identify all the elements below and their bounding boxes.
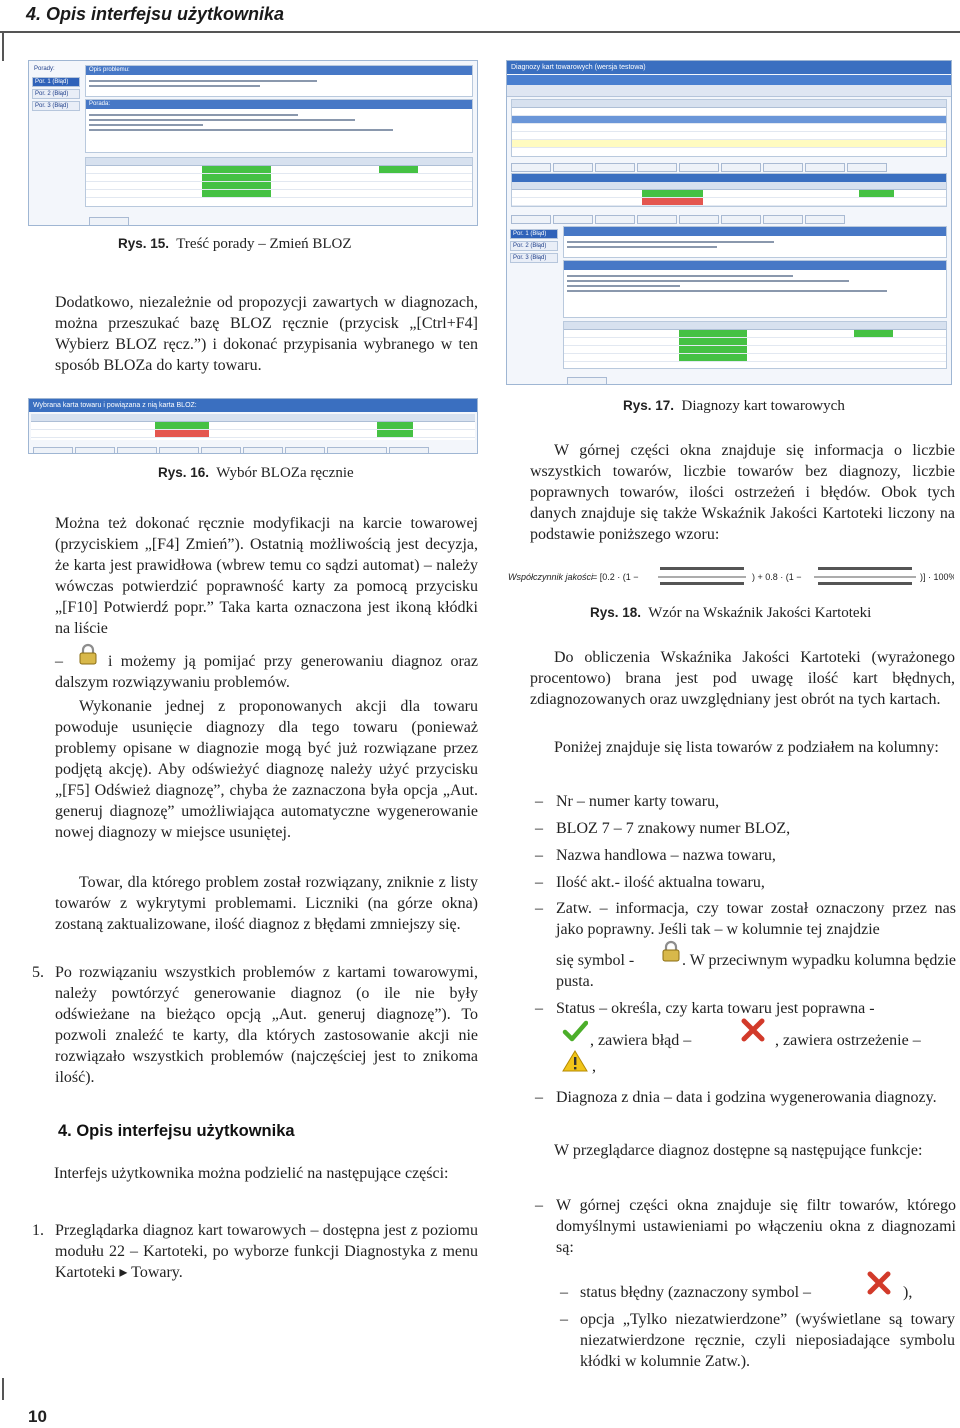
list-number: 5. <box>32 964 44 981</box>
bloz-buttons[interactable] <box>567 373 609 382</box>
advice-item[interactable]: Por. 3 (Błąd) <box>510 253 558 263</box>
advice-item[interactable]: Por. 2 (Błąd) <box>32 89 80 99</box>
list-item-continued: . W przeciwnym wypadku kolumna będzie pusta. <box>556 952 956 990</box>
caption-text: Diagnozy kart towarowych <box>681 398 845 414</box>
bloz-buttons[interactable] <box>89 213 131 222</box>
svg-text:) + 0.8 · (1 −: ) + 0.8 · (1 − <box>752 572 802 582</box>
paragraph: Dodatkowo, niezależnie od propozycji zawartych w diagnozach, można przeszukać bazę BLOZ ręcznie (przycisk „[Ctrl+F4] Wybierz BLOZ ręcz.”) i dokonać przypisania wybranego w ten sposób BLOZa do karty towaru. <box>55 294 478 374</box>
svg-text:)] · 100%: )] · 100% <box>920 572 954 582</box>
sub-list-item-end: ), <box>903 1284 913 1301</box>
paragraph: Przeglądarka diagnoz kart towarowych – dostępna jest z poziomu modułu 22 – Kartoteki, po wyborze funkcji Diagnostyka z menu Kartoteki ▸ Towary. <box>55 1222 478 1281</box>
problem-panel-title: Opis problemu: <box>86 66 472 75</box>
paragraph: W górnej części okna znajduje się informacja o liczbie wszystkich towarów, liczbie towarów bez diagnozy, liczbie poprawnych towarów, ilości ostrzeżeń i błędów. Obok tych danych znajduje się także Wskaźnik Jakości Kartoteki liczony na podstawie poniższego wzoru: <box>530 442 955 543</box>
bullet-dash: – <box>535 793 543 810</box>
bullet-dash: – <box>535 820 543 837</box>
caption-number: Rys. 18. <box>590 605 642 620</box>
page-number: 10 <box>28 1407 47 1426</box>
paragraph: Wykonanie jednej z proponowanych akcji dla towaru powoduje usunięcie diagnozy dla tego towaru (ponieważ problemy opisane w diagnozie mogą być już rozwiązane przez podjętą akcję). Aby odświeżyć diagnozę należy użyć przycisku „[F5] Odśwież diagnozę”, chyba że zaznaczona była opcja „Aut. generuj diagnozę” umożliwiająca automatyczne wygenerowanie nowej diagnozy w miejsce usuniętej. <box>55 698 478 841</box>
bullet-dash: – <box>560 1311 568 1328</box>
bloz-buttons[interactable] <box>33 443 431 452</box>
diagnosis-buttons[interactable] <box>511 159 889 168</box>
list-number: 1. <box>32 1222 44 1239</box>
bloz-grid[interactable] <box>31 414 475 440</box>
caption-rys16 <box>158 465 354 482</box>
bullet-dash: – <box>535 874 543 891</box>
warning-icon <box>562 1049 588 1073</box>
list-item-continued: się symbol - <box>556 952 635 969</box>
list-item: Nazwa handlowa – nazwa towaru, <box>556 847 776 864</box>
running-header: 4. Opis interfejsu użytkownika <box>26 4 285 24</box>
caption-rys17 <box>623 398 845 415</box>
screenshot-title: Diagnozy kart towarowych (wersja testowa) <box>507 61 951 74</box>
bloz-buttons[interactable] <box>511 211 847 220</box>
paragraph: Interfejs użytkownika można podzielić na następujące części: <box>54 1165 449 1182</box>
sub-list-item: opcja „Tylko niezatwierdzone” (wyświetlane są towary niezatwierdzone ręcznie, czyli nieposiadające symbolu kłódki w kolumnie Zatw.). <box>580 1311 955 1370</box>
list-item: W górnej części okna znajduje się filtr towarów, którego domyślnymi ustawieniami po włączeniu okna z diagnozami są: <box>556 1197 956 1256</box>
screenshot-title: Wybrana karta towaru i powiązana z nią karta BLOZ: <box>29 399 477 412</box>
caption-number: Rys. 17. <box>623 398 675 413</box>
paragraph: Poniżej znajduje się lista towarów z podziałem na kolumny: <box>554 739 939 756</box>
caption-rys15 <box>118 236 352 253</box>
advice-item[interactable]: Por. 2 (Błąd) <box>510 241 558 251</box>
caption-number: Rys. 16. <box>158 465 210 480</box>
section-heading: 4. Opis interfejsu użytkownika <box>58 1122 295 1140</box>
advice-panel <box>563 260 947 318</box>
caption-text: Wzór na Wskaźnik Jakości Kartoteki <box>648 605 872 621</box>
paragraph: Można też dokonać ręcznie modyfikacji na karcie towarowej (przyciskiem „[F4] Zmień”). Ostatnią możliwością jest decyzja, że karta jest prawidłowa (wbrew temu co sądzi automat) – należy wówczas potwierdzić poprawność karty za pomocą przycisku „[F10] Potwierdź popr.” Taka karta oznaczona jest ikoną kłódki na liście <box>55 515 478 637</box>
advice-panel-title: Porada: <box>86 100 472 109</box>
svg-text:Współczynnik jakości: Współczynnik jakości <box>508 572 594 582</box>
svg-text:= [0.2 · (1 −: = [0.2 · (1 − <box>592 572 639 582</box>
error-x-icon <box>866 1270 892 1296</box>
paragraph: Do obliczenia Wskaźnika Jakości Kartoteki (wyrażonego procentowo) brana jest pod uwagę ilość kart błędnych, zdiagnozowanych oraz uwzględniany jest obrót na tych kartach. <box>530 649 955 708</box>
bullet-dash: – <box>535 1089 543 1106</box>
margin-bar <box>2 31 4 61</box>
bullet-dash: – <box>560 1284 568 1301</box>
list-item: Status – określa, czy karta towaru jest poprawna - <box>556 1000 875 1017</box>
bullet-dash: – <box>535 847 543 864</box>
formula-image <box>508 563 954 593</box>
list-item: Diagnoza z dnia – data i godzina wygenerowania diagnozy. <box>556 1089 937 1106</box>
caption-rys18 <box>590 605 871 622</box>
paragraph: Towar, dla którego problem został rozwiązany, zniknie z listy towarów z wykrytymi problemami. Liczniki (na górze okna) zostaną zaktualizowane, ilość diagnoz z błędami zmniejszy się. <box>55 874 478 933</box>
screenshot-rys15 <box>28 60 478 226</box>
bloz-grid[interactable] <box>563 321 947 369</box>
bloz-grid[interactable] <box>85 157 473 207</box>
paragraph: W przeglądarce diagnoz dostępne są następujące funkcje: <box>554 1142 923 1159</box>
bullet-dash: – <box>535 900 543 917</box>
bullet-dash: – <box>535 1197 543 1214</box>
caption-number: Rys. 15. <box>118 236 170 251</box>
list-item-continued: , zawiera ostrzeżenie – <box>775 1032 921 1049</box>
list-item: Ilość akt.- ilość aktualna towaru, <box>556 874 765 891</box>
margin-bar-bottom <box>2 1378 4 1400</box>
advice-list <box>510 229 558 265</box>
list-item: BLOZ 7 – 7 znakowy numer BLOZ, <box>556 820 791 837</box>
advice-item[interactable]: Por. 3 (Błąd) <box>32 101 80 111</box>
advice-panel <box>85 99 473 153</box>
screenshot-rys16 <box>28 398 478 454</box>
check-icon <box>562 1018 588 1044</box>
problem-panel <box>85 65 473 97</box>
paragraph-dash: – <box>55 653 63 670</box>
paragraph: i możemy ją pomijać przy generowaniu diagnoz oraz dalszym rozwiązywaniu problemów. <box>55 653 478 691</box>
list-item: Nr – numer karty towaru, <box>556 793 720 810</box>
screenshot-rys17 <box>506 60 952 385</box>
caption-text: Treść porady – Zmień BLOZ <box>176 236 352 252</box>
bullet-dash: – <box>535 1000 543 1017</box>
header-rule <box>0 31 960 33</box>
advice-item[interactable]: Por. 1 (Błąd) <box>32 77 80 87</box>
paragraph: Po rozwiązaniu wszystkich problemów z kartami towarowymi, należy powtórzyć generowanie diagnoz (o ile nie były odświeżane na bieżąco opcją „Aut. generuj diagnozę”). To pozwoli znaleźć te karty, dla których zastosowanie akcji nie rozwiązało wszystkich problemów (najczęściej jest to znikoma ilość). <box>55 964 478 1086</box>
list-item-continued: , <box>592 1058 596 1075</box>
caption-text: Wybór BLOZa ręcznie <box>216 465 354 481</box>
error-x-icon <box>740 1017 766 1043</box>
sub-list-item: status błędny (zaznaczony symbol – <box>580 1284 812 1301</box>
problem-panel <box>563 226 947 258</box>
advice-item[interactable]: Por. 1 (Błąd) <box>510 229 558 239</box>
bloz-grid[interactable] <box>511 173 947 207</box>
advice-list-title: Porady: <box>32 65 80 75</box>
diagnosis-grid[interactable] <box>511 99 947 157</box>
list-item-continued: , zawiera błąd – <box>590 1032 692 1049</box>
advice-list <box>32 65 80 113</box>
list-item: Zatw. – informacja, czy towar został oznaczony przez nas jako poprawny. Jeśli tak – w kolumnie tej znajdzie <box>556 900 956 938</box>
